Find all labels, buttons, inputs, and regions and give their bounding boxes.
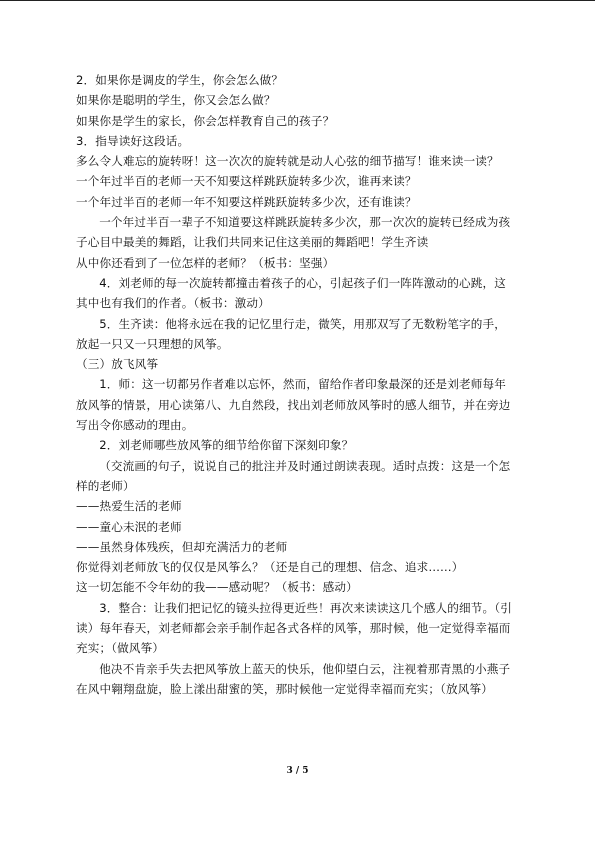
section-heading: （三）放飞风筝 [76, 357, 159, 372]
paragraph: 4．刘老师的每一次旋转都撞击着孩子的心，引起孩子们一阵阵激动的心跳，这其中也有我们的作者。（板书：激动） [76, 275, 507, 311]
paragraph: 5．生齐读：他将永远在我的记忆里行走，微笑，用那双写了无数粉笔字的手，放起一只又一只理想的风筝。 [76, 316, 507, 351]
paragraph: 你觉得刘老师放飞的仅仅是风筝么？（还是自己的理想、信念、追求……） [76, 560, 464, 575]
page-top-rule [0, 0, 595, 1]
paragraph: 如果你是学生的家长，你会怎样教育自己的孩子？ [76, 113, 335, 128]
paragraph: 从中你还看到了一位怎样的老师？（板书：坚强） [76, 255, 335, 270]
paragraph: 如果你是聪明的学生，你又会怎么做？ [76, 93, 276, 108]
paragraph: 这一切怎能不令年幼的我——感动呢？（板书：感动） [76, 580, 358, 595]
paragraph: 一个年过半百的老师一年不知要这样跳跃旋转多少次，还有谁读？ [76, 194, 417, 209]
paragraph: 3．整合：让我们把记忆的镜头拉得更近些！再次来读读这几个感人的细节。（引读）每年春天，刘老师都会亲手制作起各式各样的风筝，那时候，他一定觉得幸福而充实；（做风筝） [76, 600, 512, 656]
paragraph: ——热爱生活的老师 [76, 499, 182, 514]
paragraph: 多么令人难忘的旋转呀！这一次次的旋转就是动人心弦的细节描写！谁来读一读？ [76, 154, 499, 169]
paragraph: ——虽然身体残疾，但却充满活力的老师 [76, 539, 288, 554]
paragraph: 一个年过半百的老师一天不知要这样跳跃旋转多少次，谁再来读？ [76, 174, 417, 189]
paragraph: ——童心未泯的老师 [76, 519, 182, 534]
paragraph: 2．如果你是调皮的学生，你会怎么做？ [76, 73, 284, 87]
page-number: 3 / 5 [286, 766, 309, 776]
paragraph: 2．刘老师哪些放风筝的细节给你留下深刻印象？ [99, 438, 354, 453]
paragraph: 3．指导读好这段话。 [76, 133, 190, 148]
paragraph: 1．师：这一切都另作者难以忘怀，然而，留给作者印象最深的还是刘老师每年放风筝的情景，用心读第八、九自然段，找出刘老师放风筝时的感人细节，并在旁边写出令你感动的理由。 [76, 377, 511, 433]
paragraph: 他决不肯亲手失去把风筝放上蓝天的快乐，他仰望白云，注视着那青黑的小燕子在风中翱翔盘旋，脸上漾出甜蜜的笑，那时候他一定觉得幸福而充实；（放风筝） [76, 661, 511, 696]
paragraph: 一个年过半百一辈子不知道要这样跳跃旋转多少次，那一次次的旋转已经成为孩子心目中最美的舞蹈，让我们共同来记住这美丽的舞蹈吧！学生齐读 [76, 215, 511, 250]
paragraph: （交流画的句子，说说自己的批注并及时通过朗读表现。适时点拨：这是一个怎样的老师） [76, 458, 511, 493]
document-body [76, 70, 516, 699]
